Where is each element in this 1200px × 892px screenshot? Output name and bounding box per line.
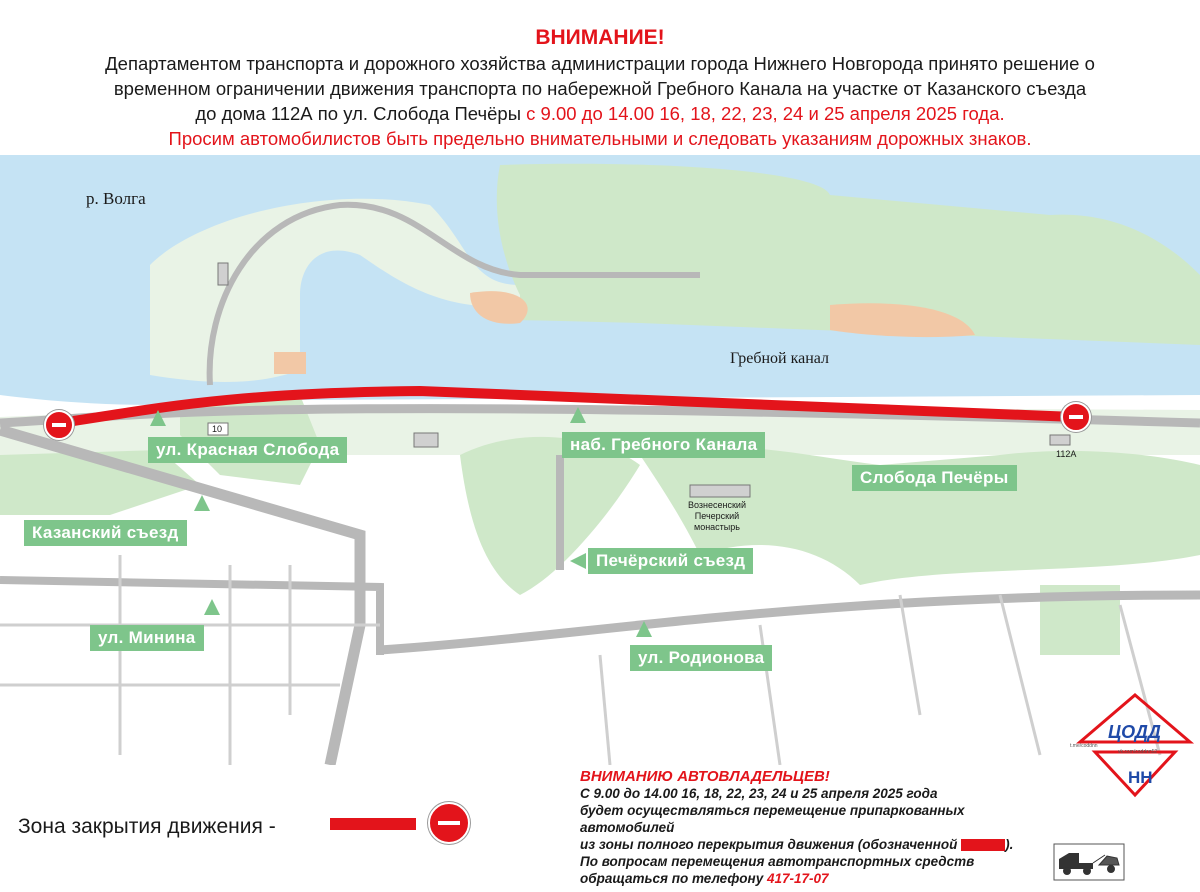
monastery-line-1: Вознесенский bbox=[688, 500, 746, 510]
header-line-1: Департаментом транспорта и дорожного хозяйства администрации города Нижнего Новгорода принято решение о bbox=[105, 53, 1095, 74]
direction-arrow-icon bbox=[570, 553, 586, 569]
closure-color-sample bbox=[961, 839, 1005, 851]
logo-link-vk[interactable]: vk.com/coddnn52 bbox=[1118, 749, 1158, 755]
road-number: 10 bbox=[212, 424, 223, 434]
closure-dates: с 9.00 до 14.00 16, 18, 22, 23, 24 и 25 апреля 2025 года. bbox=[526, 103, 1005, 124]
logo-nn-text: НН bbox=[1128, 768, 1153, 787]
house-number: 112А bbox=[1056, 449, 1077, 459]
notice-line-4-text: обращаться по телефону bbox=[580, 871, 767, 886]
street-rodionova: ул. Родионова bbox=[630, 645, 772, 671]
street-pechersky-syezd: Печёрский съезд bbox=[588, 548, 753, 574]
no-entry-icon bbox=[44, 410, 74, 440]
street-kazansky-syezd: Казанский съезд bbox=[24, 520, 187, 546]
notice-heading: ВНИМАНИЮ АВТОВЛАДЕЛЬЦЕВ! bbox=[580, 768, 830, 785]
car-owners-notice bbox=[580, 768, 1050, 887]
notice-title: ВНИМАНИЕ! bbox=[535, 26, 665, 49]
house-112a bbox=[1050, 435, 1070, 445]
canal-label: Гребной канал bbox=[730, 350, 830, 367]
notice-line-2-text: из зоны полного перекрытия движения (обозначенной bbox=[580, 837, 958, 852]
header-line-3 bbox=[0, 103, 1200, 125]
street-sloboda-pechery: Слобода Печёры bbox=[852, 465, 1017, 491]
street-krasnaya-sloboda: ул. Красная Слобода bbox=[148, 437, 347, 463]
header bbox=[0, 0, 1200, 155]
tow-wheel-2 bbox=[1083, 867, 1091, 875]
notice-line-2-end: ). bbox=[1005, 837, 1014, 852]
header-line-2: временном ограничении движения транспорта по набережной Гребного Канала на участке от Казанского съезда bbox=[113, 78, 1087, 99]
building-1 bbox=[218, 263, 228, 285]
direction-arrow-icon bbox=[150, 410, 166, 426]
logo-link-telegram[interactable]: t.me/coddnn bbox=[1070, 743, 1098, 749]
monastery-line-2: Печерский bbox=[694, 511, 740, 521]
phone-number[interactable]: 417-17-07 bbox=[766, 871, 829, 886]
tow-truck-icon bbox=[1053, 843, 1125, 881]
notice-dates: С 9.00 до 14.00 16, 18, 22, 23, 24 и 25 апреля 2025 года bbox=[580, 786, 938, 801]
notice-line-1: будет осуществляться перемещение припаркованных автомобилей bbox=[580, 803, 965, 835]
logo-codd-text: ЦОДД bbox=[1108, 722, 1161, 742]
monastery-building bbox=[690, 485, 750, 497]
no-entry-icon bbox=[428, 802, 470, 844]
direction-arrow-icon bbox=[636, 621, 652, 637]
notice-line-3: По вопросам перемещения автотранспортных средств bbox=[580, 854, 975, 869]
direction-arrow-icon bbox=[204, 599, 220, 615]
volga-label: р. Волга bbox=[86, 189, 146, 208]
sand-3 bbox=[274, 352, 306, 374]
direction-arrow-icon bbox=[570, 407, 586, 423]
tow-wheel-3 bbox=[1107, 865, 1115, 873]
monastery-line-3: монастырь bbox=[694, 522, 740, 532]
street-minina: ул. Минина bbox=[90, 625, 204, 651]
notice-line-2 bbox=[580, 836, 1050, 853]
notice-line-4 bbox=[580, 870, 1050, 887]
legend-text: Зона закрытия движения - bbox=[18, 815, 276, 838]
monastery-label bbox=[688, 500, 746, 533]
header-line-4: Просим автомобилистов быть предельно внимательными и следовать указаниям дорожных знаков. bbox=[168, 128, 1032, 149]
street-naberezhnaya: наб. Гребного Канала bbox=[562, 432, 765, 458]
building-2 bbox=[414, 433, 438, 447]
header-line-3-text: до дома 112А по ул. Слобода Печёры bbox=[195, 103, 527, 124]
tow-wheel-1 bbox=[1063, 867, 1071, 875]
direction-arrow-icon bbox=[194, 495, 210, 511]
legend-closure-line bbox=[330, 818, 416, 830]
no-entry-icon bbox=[1061, 402, 1091, 432]
